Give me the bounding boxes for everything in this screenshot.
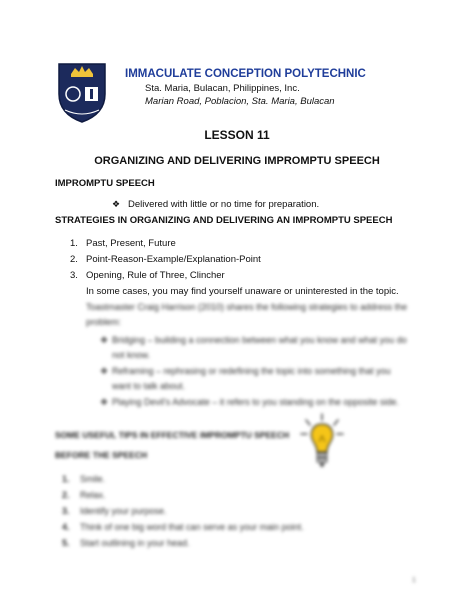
lesson-number: LESSON 11 — [204, 128, 270, 142]
school-seal-icon — [55, 60, 109, 124]
strategy-item: want to talk about. — [112, 381, 186, 391]
strategy-item: Reframing – rephrasing or redefining the topic into something that you — [112, 366, 391, 376]
definition-text: Delivered with little or no time for preparation. — [128, 199, 320, 210]
list-item: 5. Start outlining in your head. — [62, 538, 190, 548]
list-item: Point-Reason-Example/Explanation-Point — [86, 254, 261, 265]
letterhead — [55, 60, 435, 130]
strategy-item: not know. — [112, 350, 151, 360]
diamond-bullet-icon: ❖ — [100, 335, 109, 345]
strategy-item: Bridging – building a connection between what you know and what you do — [112, 335, 407, 345]
list-item-number: 3. — [70, 270, 78, 281]
paragraph-text: In some cases, you may find yourself unaware or uninterested in the topic. — [86, 286, 399, 297]
section-heading-tips: SOME USEFUL TIPS IN EFFECTIVE IMPROMPTU SPEECH — [55, 430, 290, 440]
list-item: 2. Relax. — [62, 490, 106, 500]
list-item-number: 2. — [70, 254, 78, 265]
section-heading-strategies: STRATEGIES IN ORGANIZING AND DELIVERING AN IMPROMPTU SPEECH — [55, 215, 393, 226]
lesson-title: ORGANIZING AND DELIVERING IMPROMPTU SPEECH — [94, 155, 380, 167]
paragraph-text: problem: — [86, 317, 122, 327]
list-item: 1. Smile. — [62, 474, 106, 484]
lightbulb-icon — [300, 412, 344, 472]
strategy-item: Playing Devil's Advocate – it refers to you standing on the opposite side. — [112, 397, 399, 407]
subheading-before-speech: BEFORE THE SPEECH — [55, 450, 148, 460]
diamond-bullet-icon: ❖ — [112, 199, 121, 209]
list-item: Past, Present, Future — [86, 238, 176, 249]
list-item-number: 1. — [70, 238, 78, 249]
list-item: 3. Identify your purpose. — [62, 506, 167, 516]
address-line-2: Marian Road, Poblacion, Sta. Maria, Bulacan — [145, 96, 335, 107]
diamond-bullet-icon: ❖ — [100, 397, 109, 407]
address-line-1: Sta. Maria, Bulacan, Philippines, Inc. — [145, 83, 300, 94]
institution-name: IMMACULATE CONCEPTION POLYTECHNIC — [125, 68, 366, 80]
paragraph-text: Toastmaster Craig Harrison (2010) shares the following strategies to address the — [86, 302, 408, 312]
blurred-preview-region — [0, 280, 474, 613]
list-item: 4. Think of one big word that can serve as your main point. — [62, 522, 304, 532]
list-item: Opening, Rule of Three, Clincher — [86, 270, 225, 281]
section-heading-impromptu: IMPROMPTU SPEECH — [55, 178, 155, 189]
page-number: 1 — [412, 577, 416, 584]
diamond-bullet-icon: ❖ — [100, 366, 109, 376]
